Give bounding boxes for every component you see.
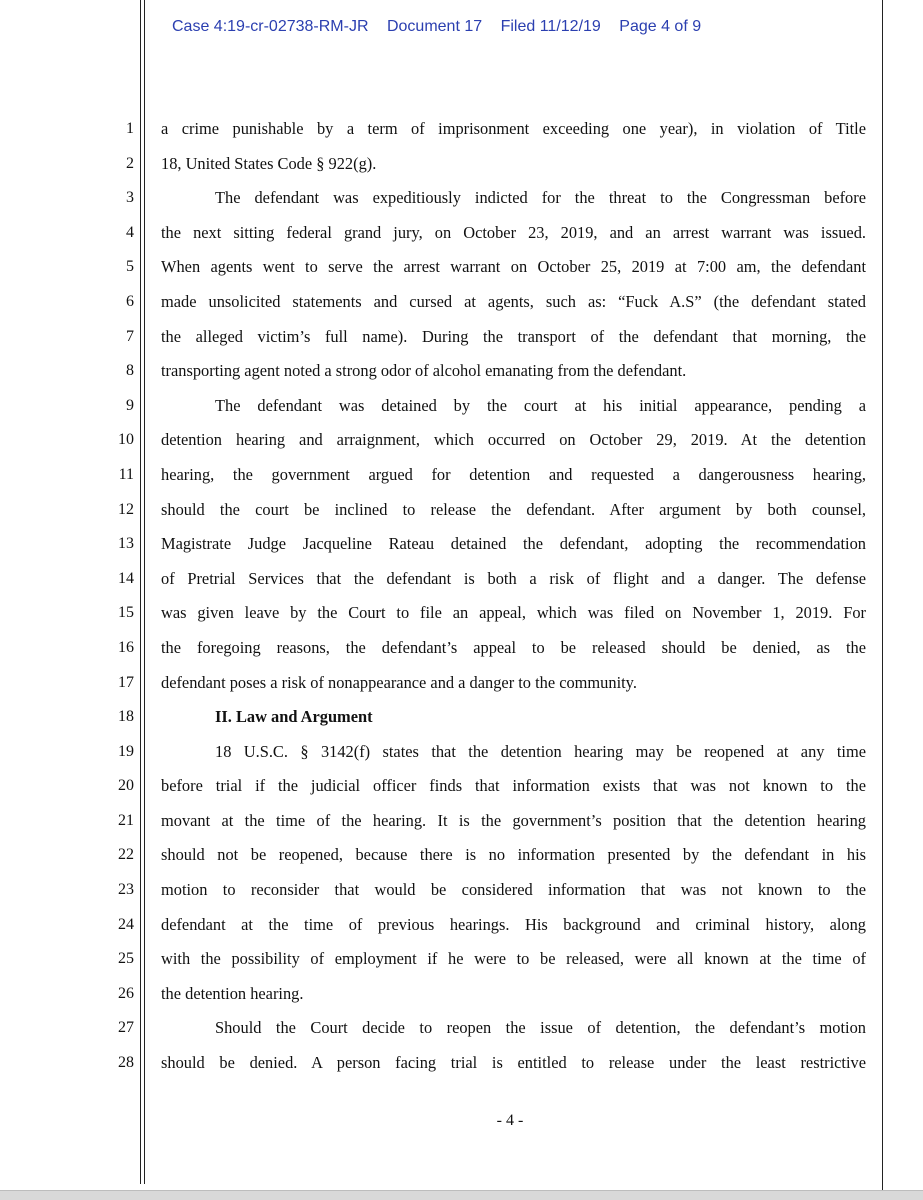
bottom-scroll-band: [0, 1190, 923, 1200]
text-line: Magistrate Judge Jacqueline Rateau detained the defendant, adopting the recommendation: [161, 534, 866, 554]
text-line: before trial if the judicial officer finds that information exists that was not known to the: [161, 776, 866, 796]
text-line: 18 U.S.C. § 3142(f) states that the detention hearing may be reopened at any time: [215, 741, 866, 761]
line-number: 15: [118, 604, 134, 622]
text-line: should not be reopened, because there is no information presented by the defendant in his: [161, 845, 866, 865]
line-number: 8: [126, 362, 134, 380]
text-line: made unsolicited statements and cursed at agents, such as: “Fuck A.S” (the defendant stated: [161, 291, 866, 311]
text-line: motion to reconsider that would be considered information that was not known to the: [161, 880, 866, 900]
line-number: 11: [118, 465, 134, 483]
line-number: 10: [118, 431, 134, 449]
line-number: 2: [126, 154, 134, 172]
text-line: 18, United States Code § 922(g).: [161, 153, 377, 173]
text-line: transporting agent noted a strong odor of alcohol emanating from the defendant.: [161, 361, 687, 381]
text-line: The defendant was detained by the court at his initial appearance, pending a: [215, 395, 866, 415]
line-number: 19: [118, 742, 134, 760]
line-number: 21: [118, 811, 134, 829]
page-number-footer: - 4 -: [496, 1112, 524, 1129]
text-line: should be denied. A person facing trial is entitled to release under the least restrictive: [161, 1053, 866, 1073]
line-number: 6: [126, 292, 134, 310]
text-line: the next sitting federal grand jury, on October 23, 2019, and an arrest warrant was issued.: [161, 222, 866, 242]
text-line: a crime punishable by a term of imprisonment exceeding one year), in violation of Title: [161, 119, 866, 138]
text-line: Should the Court decide to reopen the issue of detention, the defendant’s motion: [215, 1018, 866, 1038]
page-indicator: Page 4 of 9: [619, 18, 702, 35]
line-number: 7: [126, 327, 134, 345]
text-line: the foregoing reasons, the defendant’s appeal to be released should be denied, as the: [161, 637, 866, 657]
ecf-header: [172, 18, 715, 36]
text-line: the detention hearing.: [161, 983, 304, 1003]
line-number: 12: [118, 500, 134, 518]
text-line: of Pretrial Services that the defendant is both a risk of flight and a danger. The defense: [161, 568, 866, 588]
text-line: hearing, the government argued for detention and requested a dangerousness hearing,: [161, 464, 866, 484]
line-number: 9: [126, 396, 134, 414]
line-number: 1: [126, 120, 134, 137]
line-number: 3: [126, 189, 134, 207]
document-body: [161, 112, 866, 1081]
text-line: was given leave by the Court to file an appeal, which was filed on November 1, 2019. For: [161, 603, 866, 623]
line-number: 25: [118, 950, 134, 968]
line-number: 17: [118, 673, 134, 691]
line-number: 27: [118, 1019, 134, 1037]
left-margin-rule: [140, 0, 141, 1184]
line-number: 26: [118, 984, 134, 1002]
text-line: defendant poses a risk of nonappearance and a danger to the community.: [161, 672, 637, 692]
line-number: 24: [118, 915, 134, 933]
line-number: 4: [126, 223, 134, 241]
text-line: defendant at the time of previous hearings. His background and criminal history, along: [161, 914, 866, 934]
section-heading: II. Law and Argument: [215, 707, 373, 727]
line-number: 22: [118, 846, 134, 864]
text-line: the alleged victim’s full name). During the transport of the defendant that morning, the: [161, 326, 866, 346]
text-line: When agents went to serve the arrest warrant on October 25, 2019 at 7:00 am, the defendant: [161, 257, 866, 277]
right-margin-rule: [882, 0, 883, 1190]
filed-date: Filed 11/12/19: [500, 18, 601, 35]
line-number: 20: [118, 777, 134, 795]
line-number: 5: [126, 258, 134, 276]
line-number: 28: [118, 1054, 134, 1072]
left-margin-rule-inner: [144, 0, 145, 1184]
line-number: 16: [118, 638, 134, 656]
line-number: 14: [118, 569, 134, 587]
document-number: Document 17: [386, 18, 483, 35]
text-line: The defendant was expeditiously indicted for the threat to the Congressman before: [215, 188, 866, 208]
line-number: 18: [118, 708, 134, 726]
case-number: Case 4:19-cr-02738-RM-JR: [172, 18, 369, 35]
line-number: 13: [118, 535, 134, 553]
text-line: should the court be inclined to release the defendant. After argument by both counsel,: [161, 499, 866, 519]
line-number-column: [98, 112, 134, 1081]
text-line: with the possibility of employment if he were to be released, were all known at the time of: [161, 949, 866, 969]
text-line: movant at the time of the hearing. It is the government’s position that the detention hearing: [161, 810, 866, 830]
text-line: detention hearing and arraignment, which occurred on October 29, 2019. At the detention: [161, 430, 866, 450]
line-number: 23: [118, 881, 134, 899]
